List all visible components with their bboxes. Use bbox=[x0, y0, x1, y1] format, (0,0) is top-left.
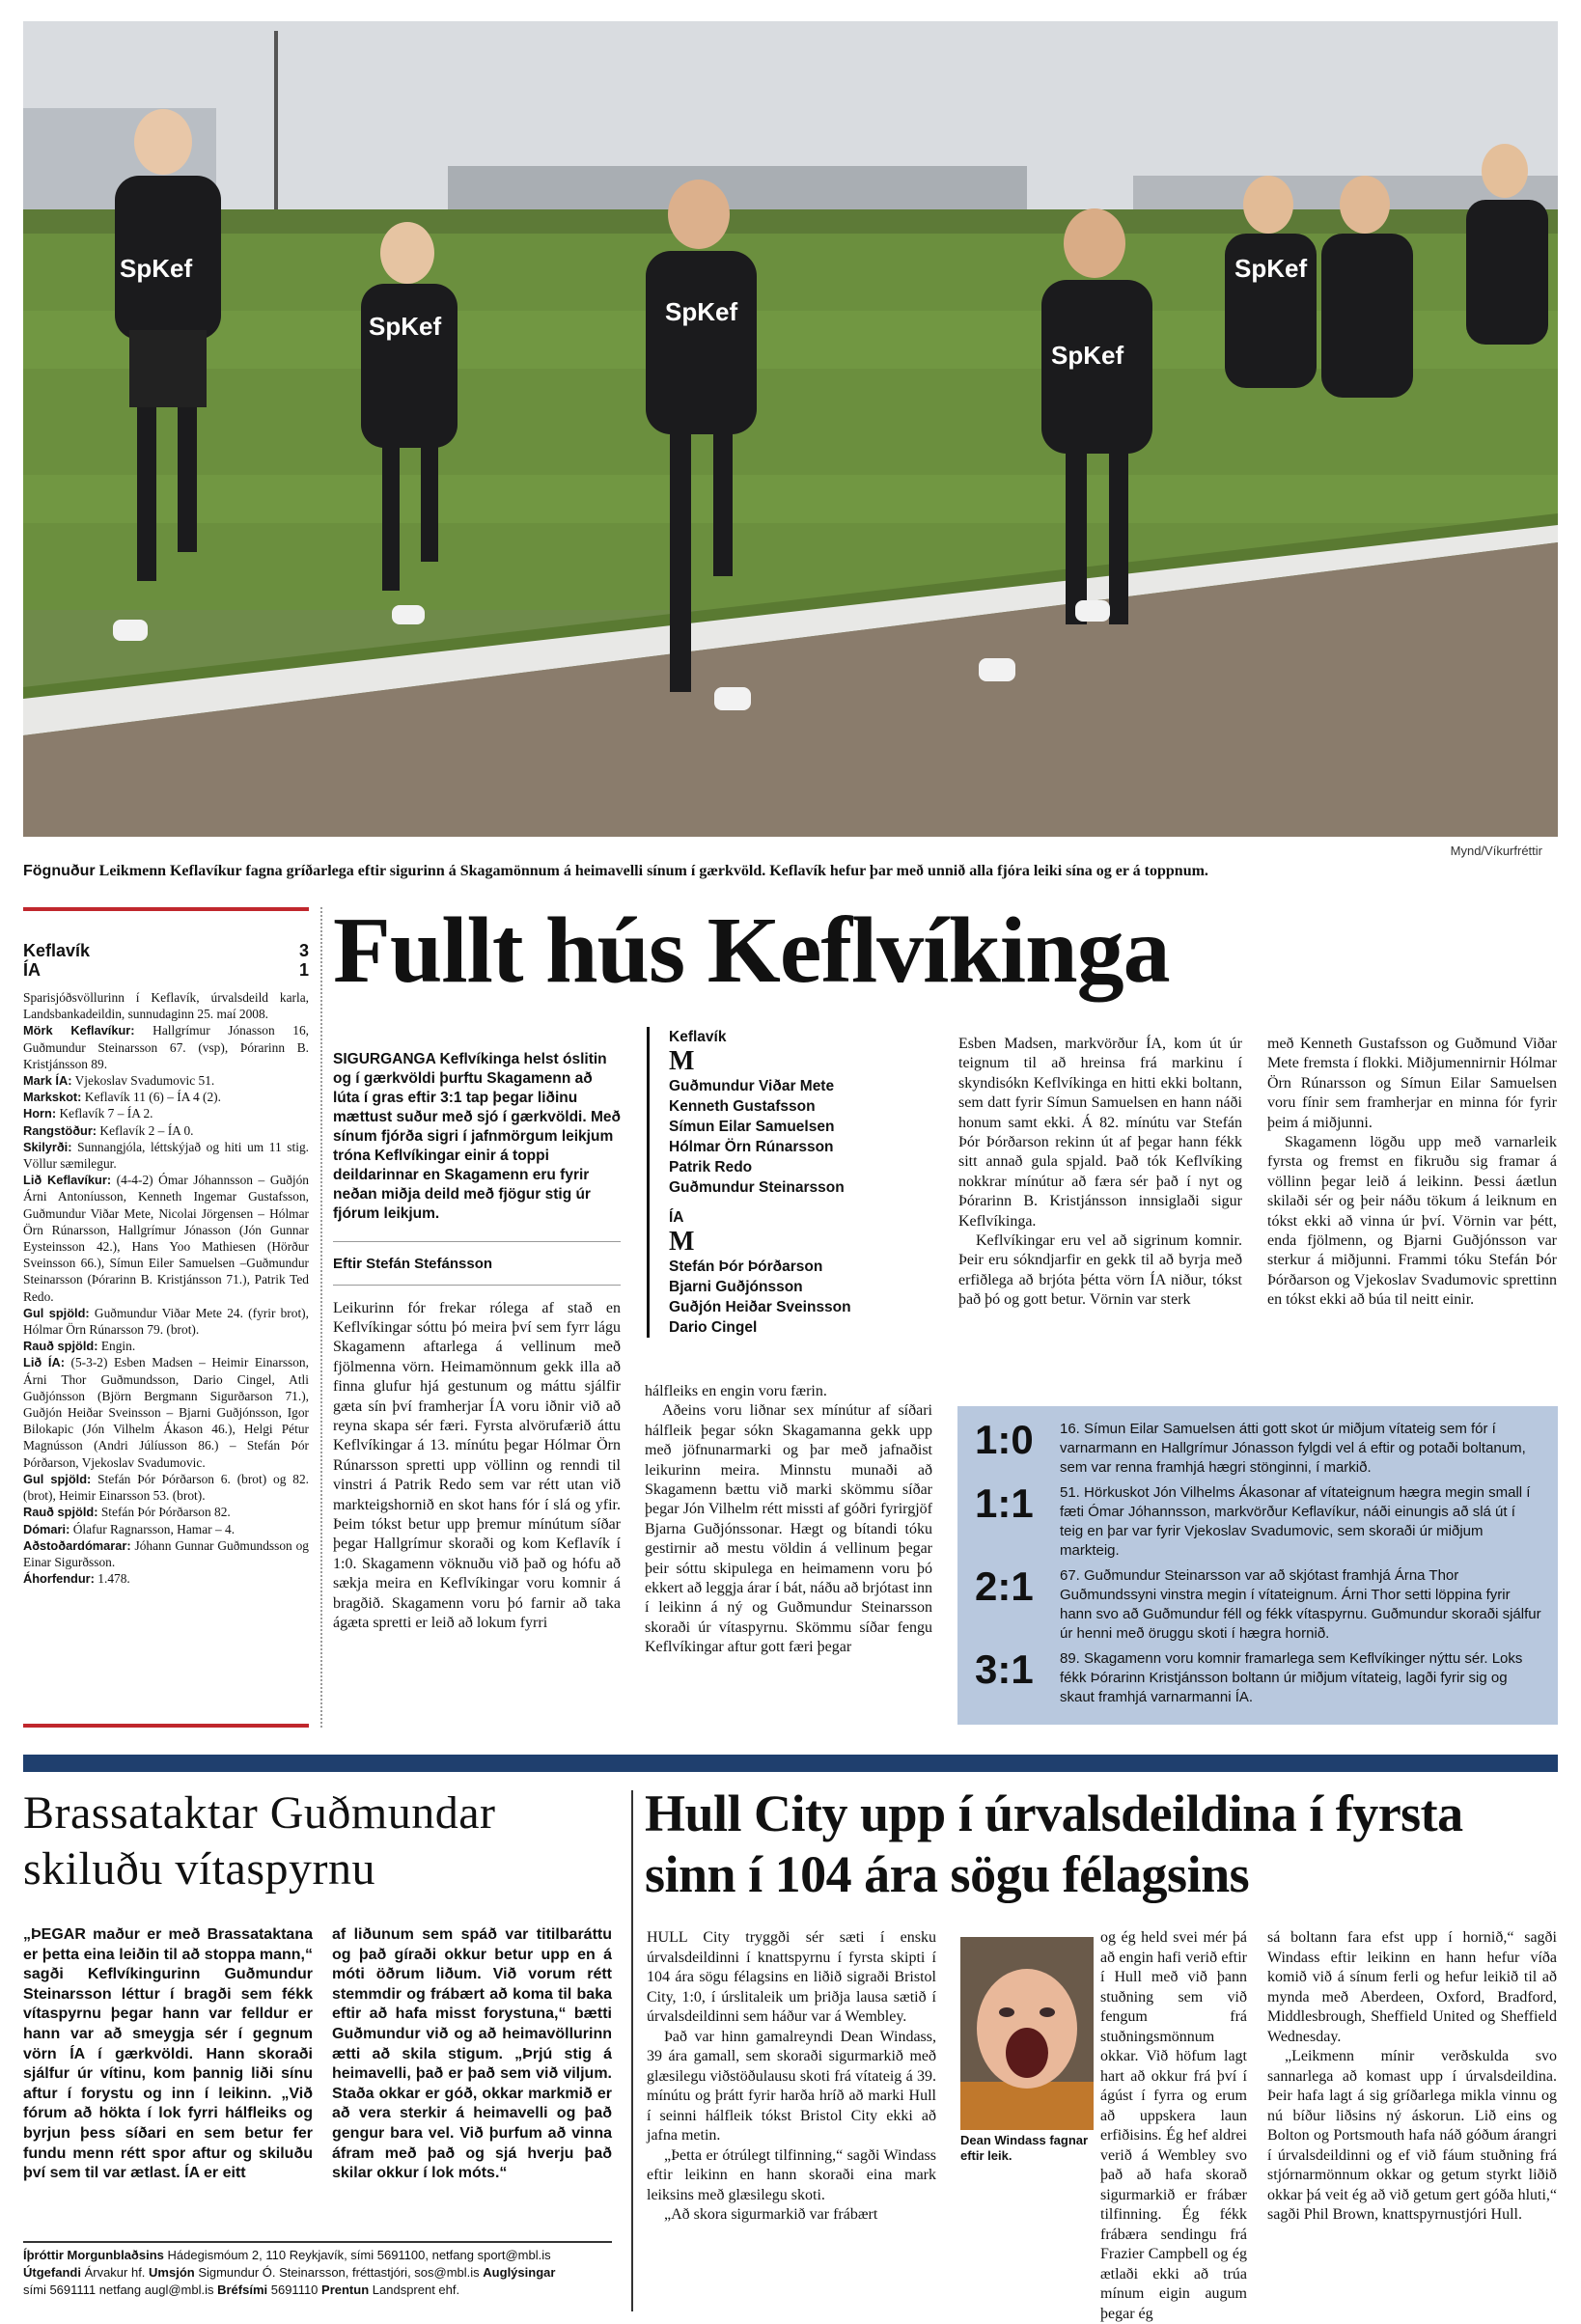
score-row-1 bbox=[23, 941, 309, 960]
stats-line-label: Markskot: bbox=[23, 1090, 82, 1105]
footer-print-label: Prentun bbox=[321, 2282, 370, 2297]
goals-summary-box bbox=[957, 1406, 1558, 1725]
svg-text:SpKef: SpKef bbox=[1234, 254, 1308, 283]
lineup-player: Guðmundur Steinarsson bbox=[669, 1179, 845, 1196]
lineup-player: Guðjón Heiðar Sveinsson bbox=[669, 1299, 851, 1315]
team2-name: ÍA bbox=[23, 960, 41, 980]
stats-line-label: Horn: bbox=[23, 1106, 57, 1121]
goal-score: 1:0 bbox=[975, 1417, 1034, 1462]
main-story-col2 bbox=[645, 1382, 932, 1658]
team1-name: Keflavík bbox=[23, 941, 91, 960]
stats-line-text: Jóhann Gunnar Guðmundsson og Einar Sigurðsson. bbox=[23, 1537, 309, 1569]
byline: Eftir Stefán Stefánsson bbox=[333, 1255, 493, 1272]
stats-line bbox=[23, 1022, 309, 1072]
stats-line bbox=[23, 1354, 309, 1470]
stats-venue: Sparisjóðsvöllurinn í Keflavík, úrvalsdeild karla, Landsbankadeildin, sunnudaginn 25. maí 2008. bbox=[23, 990, 309, 1022]
footer-editor-label: Umsjón bbox=[149, 2265, 195, 2280]
story3-headline: Hull City upp í úrvalsdeildina í fyrsta sinn í 104 ára sögu félagsins bbox=[645, 1784, 1463, 1903]
photo-illustration bbox=[23, 21, 1558, 837]
main-story-col3 bbox=[958, 1035, 1242, 1311]
stats-line-text: Keflavík 7 – ÍA 2. bbox=[56, 1106, 153, 1121]
stats-top-rule bbox=[23, 907, 309, 911]
story2-col2: af liðunum sem spáð var titilbaráttu og það gíraði okkur betur upp en á móti öðrum liðum. Við vorum rétt stemmdir og frábært að koma til baka eftir að hafa misst forystuna,“ bætti Guðmundur við og að heimavöllurinn ætti að skila stigum. „Þrjú stig á heimavelli, það er það sem við viljum. Staða okkar er góð, okkar markmið er að vera sterkir á heimavelli og það gengur bara vel. Við þurfum að vinna áfram með það og sjá hverju það skilar okkur í lok móts.“ bbox=[332, 1926, 612, 2182]
portrait-caption: Dean Windass fagnar eftir leik. bbox=[960, 2133, 1089, 2163]
main-headline: Fullt hús Keflvíkinga bbox=[333, 899, 1170, 1003]
main-story-col1 bbox=[333, 1035, 621, 1648]
svg-text:SpKef: SpKef bbox=[369, 312, 442, 341]
goal-entry bbox=[975, 1563, 1542, 1644]
story-body-4a: með Kenneth Gustafsson og Guðmund Viðar Mete fremsta í flokki. Miðjumennirnir Hólmar Örn Rúnarsson og Símun Eilar Samuelsen voru fínir sem framherjar en minna fór fyrir þeim á miðjunni. bbox=[1267, 1036, 1557, 1131]
lineup-player: Guðmundur Viðar Mete bbox=[669, 1078, 835, 1094]
stats-line bbox=[23, 1139, 309, 1172]
stats-line-label: Gul spjöld: bbox=[23, 1471, 92, 1486]
footer-line-1 bbox=[23, 2247, 612, 2264]
lineup-player: Bjarni Guðjónsson bbox=[669, 1279, 803, 1295]
footer-publisher: Árvakur hf. bbox=[80, 2265, 150, 2280]
stats-line bbox=[23, 1570, 309, 1587]
story-body-1: Leikurinn fór frekar rólega af stað en Keflvíkingar sóttu þó meira því sem fyrr lágu Skagamenn aftarlega á vellinum með fjölmenna vörn. Heimamönnum gekk illa að finna glufur hjá gestunum og máttu sjálfir gæta sín því framherjar ÍA voru iðnir við að reyna skapa sér færi. Fyrsta alvörufærið áttu Keflvíkingar á 13. mínútu þegar Hólmar Örn Rúnarsson spretti upp völlinn og renndi til vinstri á Patrik Redo sem var rétt utan við markteigshornið en skot hans fór í slá og yfir. Þeim tókst betur upp þremur mínútum síðar þegar Hallgrímur skoraði og kom Keflavík í 1:0. Skagamenn vöknuðu við það og hófu að sækja meira en Keflvíkingar voru komnir á bragðið. Skagamenn voru þó farnir að taka ágæta spretti er leið að lokum fyrri bbox=[333, 1299, 621, 1631]
story2-headline: Brassataktar Guðmundar skiluðu vítaspyrnu bbox=[23, 1787, 496, 1895]
stats-line-label: Rauð spjöld: bbox=[23, 1505, 98, 1520]
goal-score: 3:1 bbox=[975, 1646, 1034, 1692]
goal-entry bbox=[975, 1646, 1542, 1707]
footer-editor: Sigmundur Ó. Steinarsson, fréttastjóri, sos@mbl.is bbox=[194, 2265, 484, 2280]
stats-line-text: Vjekoslav Svadumovic 51. bbox=[71, 1073, 215, 1089]
story-lead: SIGURGANGA Keflvíkinga helst óslitin og í gærkvöldi þurftu Skagamenn að lúta í gras eftir 3:1 tap þegar liðinu mættust suður með sjó í gærkvöldi. Með sínum fjórða sigri í jafnmörgum leikjum tróna Keflvíkingar einir á toppi deildarinnar en Skagamenn eru fyrir neðan miðja deild með fjögur stig úr fjórum leikjum. bbox=[333, 1050, 621, 1222]
lineup-player: Hólmar Örn Rúnarsson bbox=[669, 1139, 834, 1155]
lineup-team1-players bbox=[669, 1076, 901, 1198]
stats-line-text: Engin. bbox=[97, 1339, 136, 1354]
goals-list bbox=[957, 1406, 1558, 1707]
stats-line bbox=[23, 1105, 309, 1121]
svg-text:SpKef: SpKef bbox=[1051, 341, 1124, 370]
goal-entry bbox=[975, 1480, 1542, 1561]
masthead-footer bbox=[23, 2241, 612, 2299]
stats-line bbox=[23, 1521, 309, 1537]
goal-description: 89. Skagamenn voru komnir framarlega sem Keflvíkinger nýttu sér. Loks fékk Þórarinn Kristjánsson boltann úr miðjum vítateig, lagði fyrir sig og skaut framhjá varnarmanni ÍA. bbox=[1060, 1650, 1523, 1705]
footer-ads-label: Auglýsingar bbox=[483, 2265, 556, 2280]
story-body-3a: Esben Madsen, markvörður ÍA, kom út úr teignum til að hreinsa frá markinu í skyndisókn Keflvíkinga en hitti ekki boltann, sem datt fyrir Símun Samuelsen en hann náði honum samt ekki. Á 82. mínútu var Stefán Þór Þórðarson rekinn út af þegar hann fékk sitt annað gula spjald. Það tók Keflvíking nokkrar mínútur að færa sér það í nyt og Þórarinn B. Kristjánsson innsiglaði sigur Keflvíkinga. bbox=[958, 1036, 1242, 1230]
match-stats-box bbox=[23, 941, 309, 1587]
stats-line-text: Hallgrímur Jónasson 16, Guðmundur Steinarsson 67. (vsp), Þórarinn B. Kristjánsson 89. bbox=[23, 1023, 309, 1071]
stats-line bbox=[23, 1537, 309, 1570]
goal-description: 51. Hörkuskot Jón Vilhelms Ákasonar af vítateignum hægra megin small í fæti Ómar Jóhannsson, markvörður Keflavíkur, náði einungis að slá út í teig en þar var fyrir Vjekoslav Svadumovic, sem skoraði úr miðjum markteig. bbox=[1060, 1484, 1531, 1559]
stats-line bbox=[23, 1072, 309, 1089]
stats-line-text: (4-4-2) Ómar Jóhannsson – Guðjón Árni Antoníusson, Kenneth Ingemar Gustafsson, Guðmundur Viðar Mete, Nicolai Jörgensen – Hólmar Örn Rúnarsson, Hallgrímur Jónasson (Jón Gunnar Eysteinsson 42.), Hans Yoo Mathiesen (Hörður Sveinsson 66.), Símun Eiler Samuelsen –Guðmundur Steinarsson (Þórarinn B. Kristjánsson 71.), Patrik Ted Redo. bbox=[23, 1173, 309, 1304]
story-body-2a: hálfleiks en engin voru færin. bbox=[645, 1383, 827, 1399]
team1-score: 3 bbox=[298, 941, 309, 960]
stats-line-text: Stefán Þór Þórðarson 82. bbox=[97, 1505, 231, 1520]
story-body-4b: Skagamenn lögðu upp með varnarleik fyrsta og fremst en fikruðu sig framar á völlinn þegar leið á leikinn. Þessi áætlun skilaði sér og þeir náðu tökum á leiknum en tókst ekki að vinna úr því. Vörnin var þétt, enda fjölmenn, og Bjarni Guðjónsson var sterkur á miðjunni. Frammi tóku Stefán Þór Þórðarson og Vjekoslav Svadumovic sprettinn en tókst ekki að búa til neitt einir. bbox=[1267, 1134, 1557, 1309]
lineup-player: Kenneth Gustafsson bbox=[669, 1098, 816, 1115]
photo-credit: Mynd/Víkurfréttir bbox=[1450, 844, 1542, 858]
goal-score: 1:1 bbox=[975, 1480, 1034, 1526]
story3-col3-p1: sá boltann fara efst upp í hornið,“ sagði Windass eftir leikinn en hann hefur víða komið við á sínum ferli og hefur leikið til að mynda með Aberdeen, Oxford, Bradford, Middlesbrough, Sheffield United og Sheffield Wednesday. bbox=[1267, 1929, 1557, 2045]
footer-sports-label: Íþróttir Morgunblaðsins bbox=[23, 2248, 164, 2262]
footer-fax-label: Bréfsími bbox=[217, 2282, 268, 2297]
stats-line-label: Skilyrði: bbox=[23, 1139, 72, 1154]
story3-p2: Það var hinn gamalreyndi Dean Windass, 39 ára gamall, sem skoraði sigurmarkið með glæsilegu viðstöðulausu skoti frá vítateig á 39. mínútu og þrátt fyrir harða hríð að marki Hull í seinni hálfleik tókst Bristol City ekki að jafna metin. bbox=[647, 2028, 936, 2144]
best-players-box bbox=[647, 1027, 901, 1338]
footer-line-3 bbox=[23, 2282, 612, 2299]
stats-line-label: Mörk Keflavíkur: bbox=[23, 1023, 135, 1038]
story3-p1: HULL City tryggði sér sæti í ensku úrvalsdeildinni í knattspyrnu í fyrsta skipti í 104 ára sögu félagsins en liðið sigraði Bristol City, 1:0, í úrslitaleik um þriðja lausa sætið í úrvalsdeildinni sem háður var á Wembley. bbox=[647, 1929, 936, 2025]
stats-line-label: Gul spjöld: bbox=[23, 1305, 90, 1320]
stats-line-text: Sunnangjóla, léttskýjað og hiti um 11 stig. Völlur sæmilegur. bbox=[23, 1139, 309, 1172]
stats-line-label: Dómari: bbox=[23, 1521, 70, 1536]
stats-line-text: Keflavík 11 (6) – ÍA 4 (2). bbox=[81, 1090, 221, 1105]
lineup-team1: Keflavík bbox=[669, 1029, 727, 1045]
portrait-illustration bbox=[960, 1937, 1094, 2130]
stats-line-label: Lið ÍA: bbox=[23, 1355, 65, 1370]
stats-line-label: Lið Keflavíkur: bbox=[23, 1173, 112, 1188]
caption-label: Fögnuður bbox=[23, 863, 96, 879]
stats-line-text: (5-3-2) Esben Madsen – Heimir Einarsson, Árni Thor Guðmundsson, Dario Cingel, Atli Guðjónsson (Björn Bergmann Sigurðarson 71.), Guðjón Heiðar Sveinsson – Bjarni Guðjónsson, Igor Bilokapic (Jón Vilhelm Ákason 46.), Helgi Pétur Magnússon (Andri Júlíusson 86.) – Stefán Þór Þórðarson, Vjekoslav Svadumovic. bbox=[23, 1355, 309, 1470]
stats-line bbox=[23, 1122, 309, 1139]
svg-text:SpKef: SpKef bbox=[120, 254, 193, 283]
byline-box bbox=[333, 1241, 621, 1286]
lineup-player: Patrik Redo bbox=[669, 1159, 753, 1176]
column-divider bbox=[320, 907, 322, 1728]
stats-line bbox=[23, 1504, 309, 1520]
story-body-2b: Aðeins voru liðnar sex mínútur af síðari hálfleik þegar sókn Skagamanna gekk upp með jöfnunarmarki og þar með jafnaðist leikurinn meira. Minnstu munaði að Skagamenn bættu við marki skömmu síðar þegar Jón Vilhelm rétt missti af góðri fyrirgjöf Bjarna Guðjónssonar. Hægt og bítandi tóku gestirnir að mestu völdin á vellinum þegar þeir sóttu skipulega en heimamenn voru þó ekkert að leggja árar í bát, náðu að brjótast inn í leikinn á ný og Guðmundur Steinarsson skoraði úr vítaspyrnu. Skömmu síðar fengu Keflvíkingar aftur gott færi þegar bbox=[645, 1402, 932, 1656]
story3-col1 bbox=[647, 1928, 936, 2226]
stats-line-text: Keflavík 2 – ÍA 0. bbox=[97, 1122, 194, 1138]
lineup-team2: ÍA bbox=[669, 1209, 684, 1226]
section-divider-bar bbox=[23, 1755, 1558, 1772]
stats-lines bbox=[23, 1022, 309, 1587]
story2-col1: „ÞEGAR maður er með Brassataktana er þetta eina leiðin til að stoppa mann,“ sagði Keflvíkingurinn Guðmundur Steinarsson léttur í bragði sem fékk vítaspyrnu þegar hann var felldur er hann var að smeygja sér í gegnum vörn ÍA í gærkvöldi. Hann skoraði sjálfur úr vítinu, kom þannig liði sínu aftur í forystu og inn í leikinn. „Við fórum að hökta í lok fyrri hálfleiks og byrjun þess síðari en sem betur fer fundu menn rétt spor aftur og skiluðu því sem til var ætlast. ÍA er eitt bbox=[23, 1926, 313, 2182]
caption-text: Leikmenn Keflavíkur fagna gríðarlega eftir sigurinn á Skagamönnum á heimavelli sínum í gærkvöld. Keflavík hefur þar með unnið alla fjóra leiki sína og er á toppnum. bbox=[98, 863, 1208, 879]
score-row-2 bbox=[23, 960, 309, 980]
story3-p3: „Þetta er ótrúlegt tilfinning,“ sagði Windass eftir leikinn en hann skoraði eina mark leiksins með glæsilegu skoti. bbox=[647, 2146, 936, 2203]
footer-ads: sími 5691111 netfang augl@mbl.is bbox=[23, 2282, 218, 2297]
stats-line-label: Áhorfendur: bbox=[23, 1571, 95, 1587]
footer-address: Hádegismóum 2, 110 Reykjavík, sími 5691100, netfang sport@mbl.is bbox=[163, 2248, 551, 2262]
stats-bottom-rule bbox=[23, 1724, 309, 1728]
story-body-3b: Keflvíkingar eru vel að sigrinum komnir. Þeir eru sókndjarfir en gekk til að byrja með erfiðlega að brjóta þétta vörn ÍA niður, tókst það þó og gott betur. Vörnin var sterk bbox=[958, 1232, 1242, 1309]
stats-line-text: Stefán Þór Þórðarson 6. (brot) og 82. (brot), Heimir Einarsson 53. (brot). bbox=[23, 1471, 309, 1504]
footer-printer: Landsprent ehf. bbox=[369, 2282, 460, 2297]
lineup-player: Símun Eilar Samuelsen bbox=[669, 1119, 835, 1135]
stats-line-label: Rauð spjöld: bbox=[23, 1339, 98, 1354]
footer-publisher-label: Útgefandi bbox=[23, 2265, 81, 2280]
stats-line-text: Guðmundur Viðar Mete 24. (fyrir brot), Hólmar Örn Rúnarsson 79. (brot). bbox=[23, 1305, 309, 1338]
svg-text:SpKef: SpKef bbox=[665, 297, 738, 326]
bottom-column-divider bbox=[631, 1790, 633, 2311]
goal-description: 16. Símun Eilar Samuelsen átti gott skot úr miðjum vítateig sem fór í varnarmann en Hallgrímur Jónasson fylgdi vel á eftir og potaði boltanum, sem var renna framhjá hægri stönginni, í markið. bbox=[1060, 1421, 1526, 1476]
footer-fax: 5691110 bbox=[267, 2282, 322, 2297]
stats-line bbox=[23, 1305, 309, 1338]
stats-line bbox=[23, 1471, 309, 1504]
celebration-photo bbox=[23, 21, 1558, 837]
lineup-player: Stefán Þór Þórðarson bbox=[669, 1259, 823, 1275]
goal-entry bbox=[975, 1417, 1542, 1478]
stats-line bbox=[23, 1172, 309, 1305]
main-story-col4 bbox=[1267, 1035, 1557, 1311]
stats-line-label: Aðstoðardómarar: bbox=[23, 1537, 131, 1553]
goal-score: 2:1 bbox=[975, 1563, 1034, 1609]
story3-col3 bbox=[1267, 1928, 1557, 2226]
story3-p4: „Að skora sigurmarkið var frábært bbox=[664, 2206, 878, 2223]
team2-score: 1 bbox=[298, 960, 309, 980]
stats-line bbox=[23, 1089, 309, 1105]
windass-portrait bbox=[960, 1937, 1094, 2130]
stats-line-label: Rangstöður: bbox=[23, 1122, 97, 1138]
lineup-m-icon-2: M bbox=[669, 1227, 695, 1257]
footer-line-2 bbox=[23, 2264, 612, 2282]
photo-caption bbox=[23, 861, 1529, 881]
stats-line bbox=[23, 1338, 309, 1354]
lineup-player: Dario Cingel bbox=[669, 1319, 758, 1336]
lineup-team2-players bbox=[669, 1257, 901, 1338]
story3-col3-p2: „Leikmenn mínir verðskulda svo sannarlega að komast upp í úrvalsdeildina. Þeir hafa lagt á sig gríðarlega mikla vinnu og nú bíður liðsins ný áskorun. Lið eins og Bolton og Portsmouth hafa náð góðum árangri í úrvalsdeildinni og ef við fáum stuðning frá stjórnarmönnum okkar og getum styrkt liðið okkar þá veit ég að við getum gert góða hluti,“ sagði Phil Brown, knattspyrnustjóri Hull. bbox=[1267, 2048, 1557, 2223]
story3-col2: og ég held svei mér þá að engin hafi verið eftir í Hull með við þann stuðning sem við fengum frá stuðningsmönnum okkar. Við höfum lagt hart að okkur frá því í ágúst í fyrra og erum að uppskera laun erfiðisins. Ég hef aldrei verið á Wembley svo það að hafa skorað sigurmarkið er frábær tilfinning. Ég fékk frábæra sendingu frá Frazier Campbell og ég ætlaði ekki að trúa mínum eigin augum þegar ég bbox=[1100, 1929, 1247, 2322]
stats-line-label: Mark ÍA: bbox=[23, 1073, 72, 1089]
stats-line-text: 1.478. bbox=[94, 1571, 130, 1587]
goal-description: 67. Guðmundur Steinarsson var að skjótast framhjá Árna Thor Guðmundssyni vinstra megin í vítateignum. Árni Thor setti löppina fyrir hann svo að Guðmundur féll og fékk vítaspyrnu. Guðmundur skoraði sjálfur úr henni með öruggu skoti í hægra hornið. bbox=[1060, 1567, 1541, 1642]
stats-line-text: Ólafur Ragnarsson, Hamar – 4. bbox=[69, 1521, 236, 1536]
lineup-m-icon-1: M bbox=[669, 1046, 695, 1076]
